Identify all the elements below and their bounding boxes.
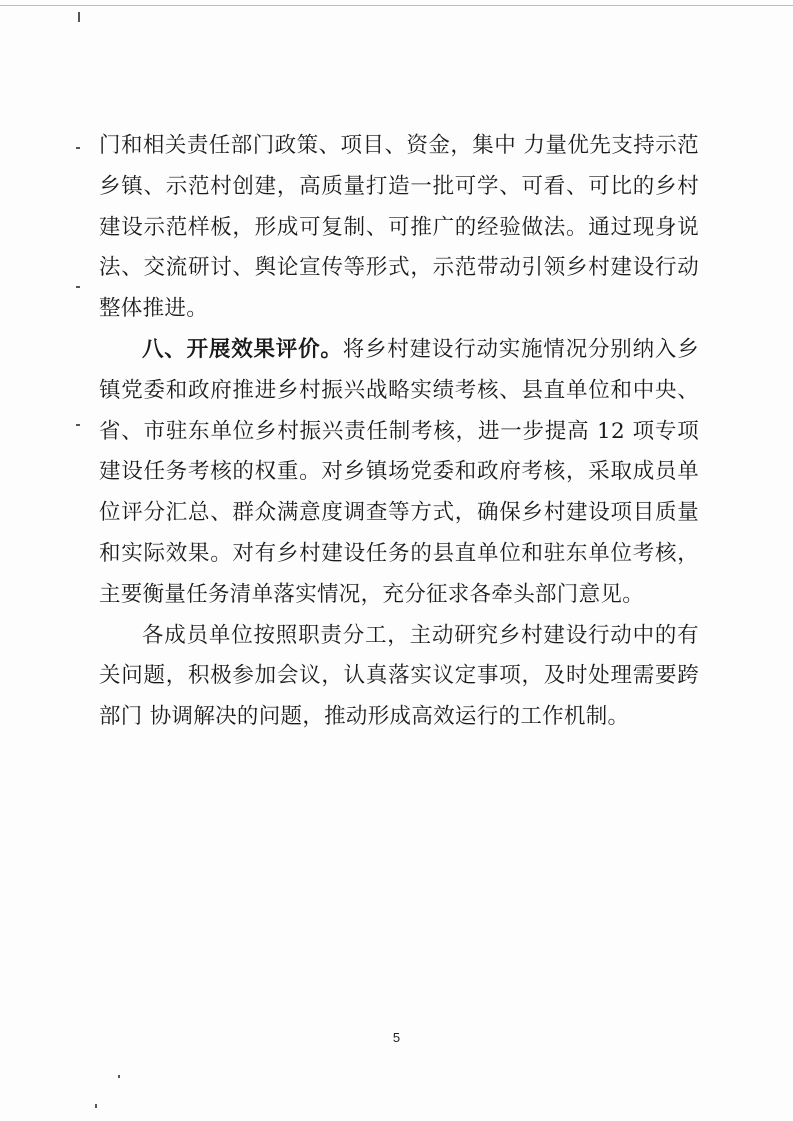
scan-mark — [76, 286, 80, 288]
paragraph-text: 将乡村建设行动实施情况分别纳入乡镇党委和政府推进乡村振兴战略实绩考核、县直单位和中央、省、市驻东单位乡村振兴责任制考核，进一步提高 12 项专项建设任务考核的权重。对乡镇场党委和政府考核，采取成员单位评分汇总、群众满意度调查等方式，确保乡村建设项目质量 和实际效果。对有乡村建设任务的县直单位和驻东单位考核， 主要衡量任务清单落实情况，充分征求各牵头部门意见。 — [99, 336, 699, 607]
paragraph-member-units — [99, 616, 699, 738]
paragraph-effect-evaluation — [99, 330, 699, 616]
section-heading: 八、开展效果评价。 — [142, 336, 343, 362]
paragraph-text: 各成员单位按照职责分工，主动研究乡村建设行动中的有关问题，积极参加会议，认真落实议定事项，及时处理需要跨部门 协调解决的问题，推动形成高效运行的工作机制。 — [99, 622, 699, 730]
scan-mark — [78, 12, 80, 22]
page-number: 5 — [392, 1030, 401, 1045]
scan-mark — [76, 424, 80, 426]
scan-mark — [118, 1075, 120, 1078]
paragraph-text: 门和相关责任部门政策、项目、资金，集中 力量优先支持示范乡镇、示范村创建，高质量打造一批可学、可看、可比的乡村建设示范样板，形成可复制、可推广的经验做法。通过现身说法、交流研讨、舆论宣传等形式，示范带动引领乡村建设行动整体推进。 — [99, 133, 699, 322]
document-body — [99, 126, 699, 738]
scan-mark — [76, 147, 80, 149]
scan-top-rule — [0, 5, 793, 6]
paragraph-continuation — [99, 126, 699, 330]
scan-mark — [95, 1104, 97, 1108]
